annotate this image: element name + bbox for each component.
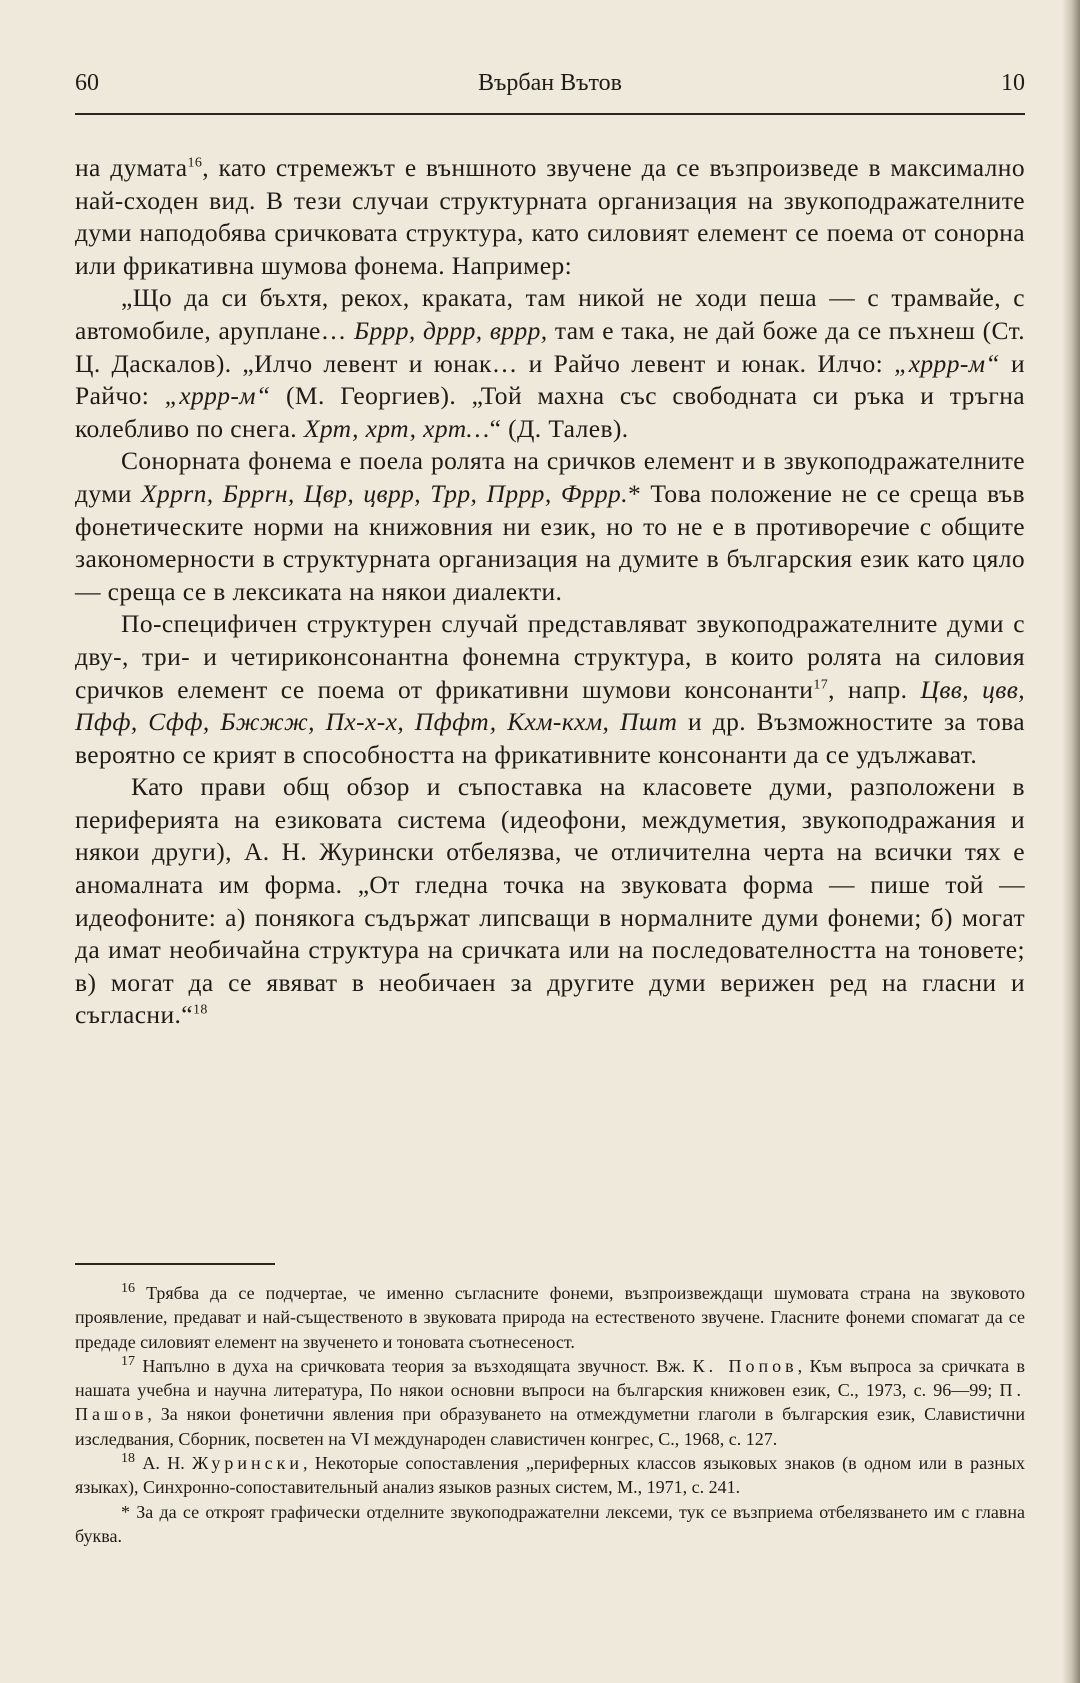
text-run: А. Н. (135, 1453, 193, 1474)
text-run: , като стремежът е външното звучене да се възпроизведе в максимално най-сходен вид. В тези случаи структурната организация на звукоподражателните думи наподобява сричковата структура, като силовият елемент се поема от сонорна или фрикативна шумова фонема. Например: (75, 153, 1025, 280)
text-run: Като прави общ обзор и съпоставка на класовете думи, разположени в периферията на езиковата система (идеофони, междуметия, звукоподражания и някои други), А. Н. Журински отбелязва, че отличителна черта на всички тях е аномалната им форма. „От гледна точка на звуковата форма — пише той — идеофоните: а) понякога съдържат липсващи в нормалните думи фонеми; б) могат да имат необичайна структура на сричката или на последователността на тоновете; в) могат да се явяват в необичаен за другите думи верижен ред на гласни и съгласни.“ (75, 772, 1025, 1030)
footnote (75, 1451, 1025, 1500)
text-run: там е така, не дай боже да се пъхнеш (Ст. Ц. Даскалов). „Илчо левент и юнак… и Райчо левент и юнак. Илчо: (75, 315, 1025, 378)
italic-term: Хрт, хрт, хрт… (303, 413, 490, 443)
paragraph (75, 445, 1025, 608)
text-run: (М. Георгиев). „Той махна със свободната си ръка и тръгна колебливо по снега. (75, 381, 1025, 443)
footnote (75, 1354, 1025, 1451)
footnote-ref: 16 (187, 155, 203, 171)
paragraph (75, 282, 1025, 445)
footnote-ref: 17 (813, 677, 829, 692)
italic-term: „хррр-м“ (894, 348, 1001, 378)
running-head-author: Върбан Вътов (477, 70, 623, 96)
footnotes (75, 1281, 1025, 1548)
header-rule (75, 113, 1025, 115)
footnote-ref: 18 (193, 1002, 208, 1018)
text-run: , Към въпроса за сричката в нашата учебна и научна литература, По някои основни въпроси на българския книжовен език, С., 1973, с. 96—99; (75, 1355, 1026, 1401)
text-run: Трябва да се подчертае, че именно съгласните фонеми, възпроизвеждащи шумовата страна на звуковото проявление, предават и най-същественото в звуковата природа на естественото звучене. Гласните фонеми спомагат да се предаде силовият елемент на звученето и тоновата съотнесеност. (75, 1283, 1025, 1352)
text-run: и Райчо: (75, 348, 1026, 411)
text-run: , За някои фонетични явления при образуването на отмеждуметни глаголи в българския език, Славистични изследвания, Сборник, посветен на VI международен славистичен конгрес, С., 1968, с. 127. (75, 1404, 1025, 1449)
text-run: на думата (75, 153, 188, 182)
footnote (75, 1281, 1025, 1354)
text-run: “ (Д. Талев). (489, 413, 629, 443)
italic-term: Хррrn, Бррrн, Цвр, цврр, Трр, Пррр, Фррр. (141, 478, 628, 508)
paragraph (75, 608, 1025, 771)
footnote (75, 1500, 1025, 1549)
spaced-author-name: К. Попов (692, 1355, 798, 1376)
italic-term: Цвв, цвв, Пфф, Сфф, Бжжж, Пх-х-х, Пффт, Кхм-кхм, Пшт (75, 674, 1025, 737)
text-run: , напр. (828, 674, 921, 704)
text-run: Напълно в духа на сричковата теория за възходящата звучност. Вж. (135, 1355, 693, 1376)
text-run: Сонорната фонема е поела ролята на сричков елемент и в звукоподражателните думи (75, 446, 1025, 508)
spaced-author-name: П. Пашов (75, 1380, 1025, 1425)
signature-mark: 10 (1001, 70, 1025, 96)
footnote-ref: 16 (121, 1281, 135, 1296)
footnote-rule (75, 1263, 275, 1265)
text-run: и др. Възможностите за това вероятно се крият в способността на фрикативните консонанти да се удължават. (75, 707, 1025, 769)
footnote-ref: 18 (121, 1451, 135, 1467)
italic-term: Бррр, дррр, вррр, (354, 315, 548, 345)
italic-term: „хррр-м“ (164, 381, 271, 411)
text-run: „Що да си бъхтя, рекох, краката, там никой не ходи пеша — с трамвайе, с автомобиле, аруплане… (75, 283, 1025, 345)
text-run: * Това положение не се среща във фонетическите норми на книжовния ни език, но то не е в противоречие с общите закономерности в структурната организация на думите в българския език като цяло — среща се в лексиката на някои диалекти. (75, 478, 1026, 606)
footnote-ref: 17 (121, 1353, 135, 1369)
text-run: По-специфичен структурен случай представляват звукоподражателните думи с дву-, три- и четириконсонантна фонемна структура, в които ролята на силовия сричков елемент се поема от фрикативни шумови консонанти (75, 609, 1025, 704)
book-spine-shadow (1062, 0, 1080, 1683)
text-run: , Некоторые сопоставления „периферных классов языковых знаков (в одном или в разных языках), Синхронно-сопоставительный анализ языков разных систем, М., 1971, с. 241. (75, 1453, 1025, 1498)
text-run: * За да се откроят графически отделните звукоподражателни лексеми, тук се възприема отбелязването им с главна буква. (75, 1501, 1025, 1546)
paragraph (75, 771, 1025, 1032)
running-header (75, 70, 1025, 110)
main-text (75, 152, 1025, 1032)
spaced-author-name: Журински (192, 1453, 304, 1474)
paragraph (75, 152, 1025, 282)
page-number: 60 (75, 70, 99, 96)
